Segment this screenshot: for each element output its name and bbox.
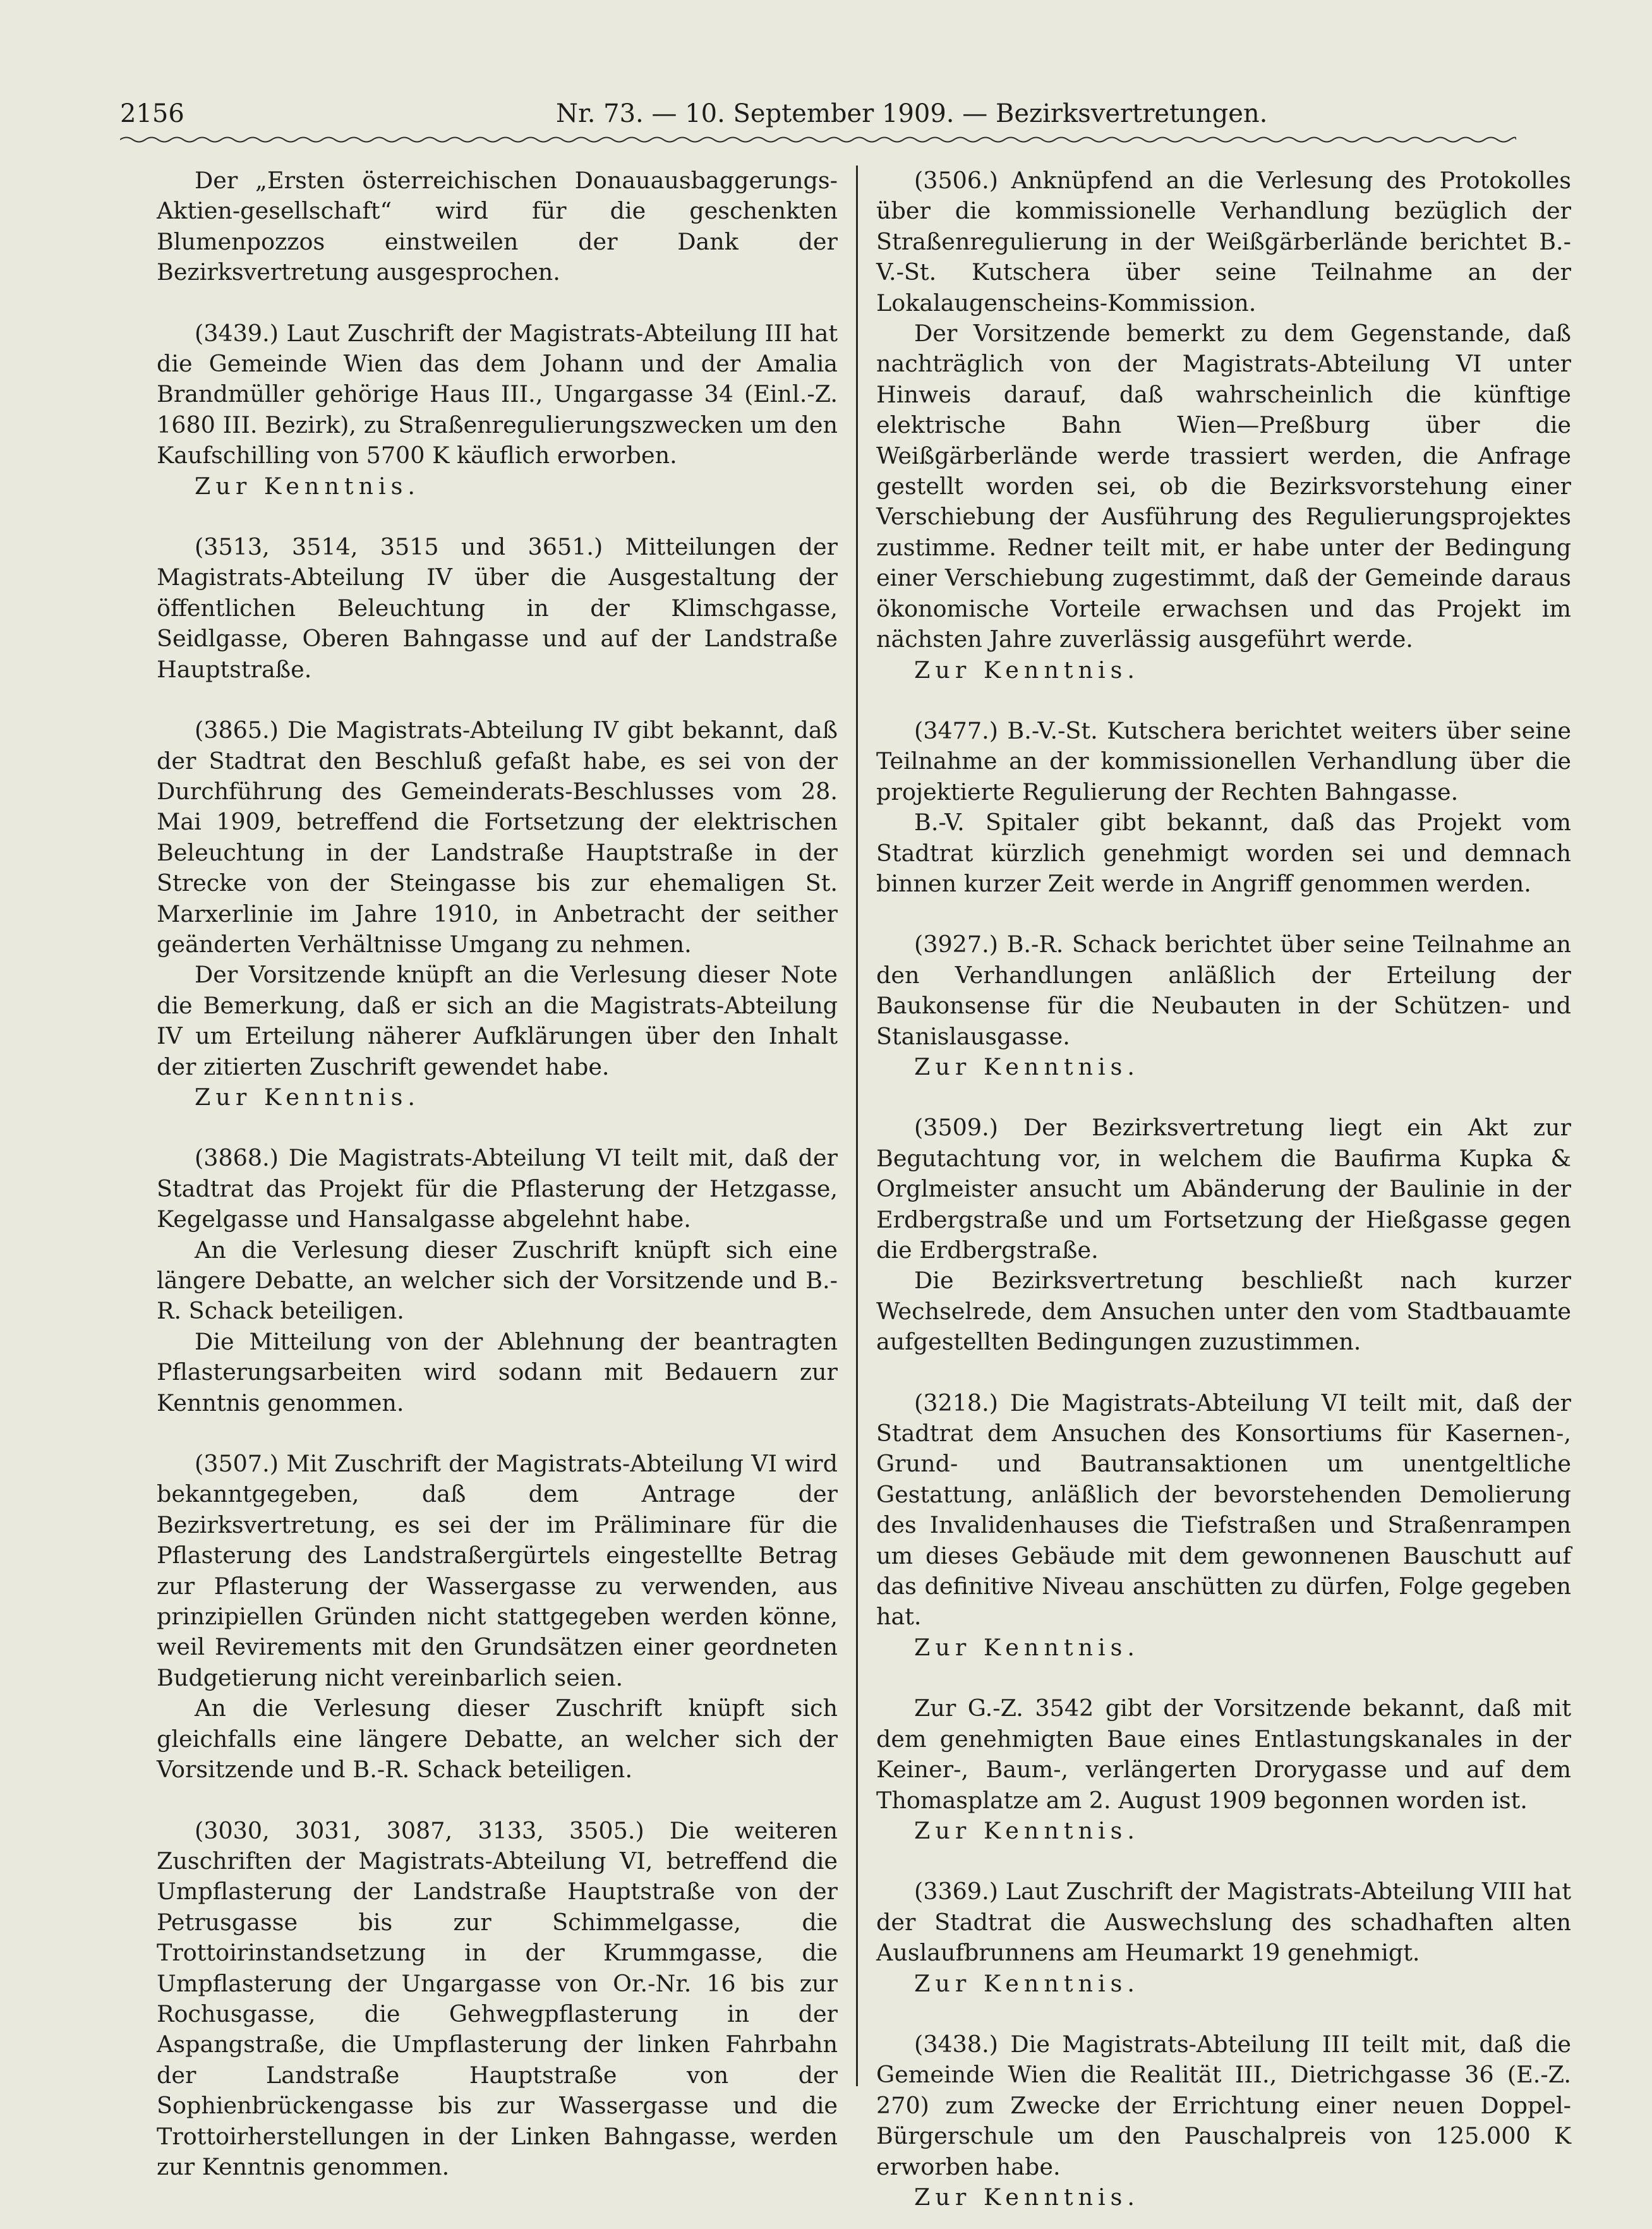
paragraph: (3865.) Die Magistrats-Abteilung IV gibt bekannt, daß der Stadtrat den Beschluß gefaßt habe, es sei von der Durchführung des Gemeinderats-Beschlusses vom 28. Mai 1909, betreffend die Fortsetzung der elektrischen Beleuchtung in der Landstraße Hauptstraße in der Strecke von der Steingasse bis zur ehemaligen St. Marxerlinie im Jahre 1910, in Anbetracht der seither geänderten Verhältnisse Umgang zu nehmen. — [157, 716, 838, 958]
paragraph: (3218.) Die Magistrats-Abteilung VI teilt mit, daß der Stadtrat dem Ansuchen des Konsortiums für Kasernen-, Grund- und Bautransaktionen um unentgeltliche Gestattung, anläßlich der bevorstehenden Demolierung des Invalidenhauses die Tiefstraßen und Straßenrampen um dieses Gebäude mit dem gewonnenen Bauschutt auf das definitive Niveau anschütten zu dürfen, Folge gegeben hat. — [876, 1389, 1571, 1631]
paragraph-zur-kenntnis: Zur Kenntnis. — [914, 1969, 1140, 1997]
paragraph-zur-kenntnis: Zur Kenntnis. — [914, 656, 1140, 684]
paragraph: (3868.) Die Magistrats-Abteilung VI teilt mit, daß der Stadtrat das Projekt für die Pflasterung der Hetzgasse, Kegelgasse und Hansalgasse abgelehnt habe. — [157, 1144, 838, 1233]
paragraph: Zur G.-Z. 3542 gibt der Vorsitzende bekannt, daß mit dem genehmigten Baue eines Entlastungskanales in der Keiner-, Baum-, verlängerten Drorygasse und auf dem Thomasplatze am 2. August 1909 begonnen worden ist. — [876, 1694, 1571, 1814]
paragraph: Die Mitteilung von der Ablehnung der beantragten Pflasterungsarbeiten wird sodann mit Bedauern zur Kenntnis genommen. — [157, 1327, 838, 1417]
paragraph: Der Vorsitzende knüpft an die Verlesung dieser Note die Bemerkung, daß er sich an die Magistrats-Abteilung IV um Erteilung näherer Aufklärungen über den Inhalt der zitierten Zuschrift gewendet habe. — [157, 961, 838, 1080]
paragraph: (3030, 3031, 3087, 3133, 3505.) Die weiteren Zuschriften der Magistrats-Abteilung VI, betreffend die Umpflasterung der Landstraße Hauptstraße von der Petrusgasse bis zur Schimmelgasse, die Trottoirinstandsetzung in der Krummgasse, die Umpflasterung der Ungargasse von Or.-Nr. 16 bis zur Rochusgasse, die Gehwegpflasterung in der Aspangstraße, die Umpflasterung der linken Fahrbahn der Landstraße Hauptstraße von der Sophienbrückengasse bis zur Wassergasse und die Trottoirherstellungen in der Linken Bahngasse, werden zur Kenntnis genommen. — [157, 1816, 838, 2180]
left-column — [157, 166, 838, 2182]
paragraph: (3438.) Die Magistrats-Abteilung III teilt mit, daß die Gemeinde Wien die Realität III., Dietrichgasse 36 (E.-Z. 270) zum Zwecke der Errichtung einer neuen Doppel-Bürgerschule um den Pauschalpreis von 125.000 K erworben habe. — [876, 2030, 1571, 2180]
paragraph-zur-kenntnis: Zur Kenntnis. — [914, 1633, 1140, 1661]
paragraph: (3507.) Mit Zuschrift der Magistrats-Abteilung VI wird bekanntgegeben, daß dem Antrage der Bezirksvertretung, es sei der im Präliminare für die Pflasterung des Landstraßergürtels eingestellte Betrag zur Pflasterung der Wassergasse zu verwenden, aus prinzipiellen Gründen nicht stattgegeben werden könne, weil Revirements mit den Grundsätzen einer geordneten Budgetierung nicht vereinbarlich seien. — [157, 1450, 838, 1691]
paragraph: (3513, 3514, 3515 und 3651.) Mitteilungen der Magistrats-Abteilung IV über die Ausgestaltung der öffentlichen Beleuchtung in der Klimschgasse, Seidlgasse, Oberen Bahngasse und auf der Landstraße Hauptstraße. — [157, 533, 838, 683]
paragraph: Der „Ersten österreichischen Donauausbaggerungs-Aktien-gesellschaft“ wird für die geschenkten Blumenpozzos einstweilen der Dank der Bezirksvertretung ausgesprochen. — [157, 167, 838, 286]
paragraph: (3439.) Laut Zuschrift der Magistrats-Abteilung III hat die Gemeinde Wien das dem Johann und der Amalia Brandmüller gehörige Haus III., Ungargasse 34 (Einl.-Z. 1680 III. Bezirk), zu Straßenregulierungszwecken um den Kaufschilling von 5700 K käuflich erworben. — [157, 319, 838, 469]
paragraph: Der Vorsitzende bemerkt zu dem Gegenstande, daß nachträglich von der Magistrats-Abteilung VI unter Hinweis darauf, daß wahrscheinlich die künftige elektrische Bahn Wien—Preßburg über die Weißgärberlände werde trassiert werden, die Anfrage gestellt worden sei, ob die Bezirksvorstehung einer Verschiebung der Ausführung des Regulierungsprojektes zustimme. Redner teilt mit, er habe unter der Bedingung einer Verschiebung zugestimmt, daß der Gemeinde daraus ökonomische Vorteile erwachsen und das Projekt im nächsten Jahre zuverlässig ausgeführt werde. — [876, 320, 1571, 653]
page-header — [120, 95, 1516, 133]
issue-line: Nr. 73. — 10. September 1909. — Bezirksvertretungen. — [556, 99, 1268, 128]
header-wavy-rule — [120, 135, 1516, 144]
paragraph: An die Verlesung dieser Zuschrift knüpft sich gleichfalls eine längere Debatte, an welcher sich der Vorsitzende und B.-R. Schack beteiligen. — [157, 1694, 838, 1784]
paragraph-zur-kenntnis: Zur Kenntnis. — [914, 1053, 1140, 1080]
paragraph: An die Verlesung dieser Zuschrift knüpft sich eine längere Debatte, an welcher sich der Vorsitzende und B.-R. Schack beteiligen. — [157, 1236, 838, 1325]
right-column — [876, 166, 1571, 2213]
paragraph-zur-kenntnis: Zur Kenntnis. — [195, 1083, 421, 1111]
paragraph: (3369.) Laut Zuschrift der Magistrats-Abteilung VIII hat der Stadtrat die Auswechslung des schadhaften alten Auslaufbrunnens am Heumarkt 19 genehmigt. — [876, 1878, 1571, 1967]
paragraph: (3509.) Der Bezirksvertretung liegt ein Akt zur Begutachtung vor, in welchem die Baufirma Kupka & Orglmeister ansucht um Abänderung der Baulinie in der Erdbergstraße und um Fortsetzung der Hießgasse gegen die Erdbergstraße. — [876, 1114, 1571, 1264]
paragraph-zur-kenntnis: Zur Kenntnis. — [195, 472, 421, 500]
column-divider — [856, 166, 858, 2086]
paragraph: (3477.) B.-V.-St. Kutschera berichtet weiters über seine Teilnahme an der kommissionellen Verhandlung über die projektierte Regulierung der Rechten Bahngasse. — [876, 716, 1571, 806]
paragraph: Die Bezirksvertretung beschließt nach kurzer Wechselrede, dem Ansuchen unter den vom Stadtbauamte aufgestellten Bedingungen zuzustimmen. — [876, 1267, 1571, 1356]
paragraph: B.-V. Spitaler gibt bekannt, daß das Projekt vom Stadtrat kürzlich genehmigt worden sei und demnach binnen kurzer Zeit werde in Angriff genommen werden. — [876, 809, 1571, 897]
paragraph: (3927.) B.-R. Schack berichtet über seine Teilnahme an den Verhandlungen anläßlich der Erteilung der Baukonsense für die Neubauten in der Schützen- und Stanislausgasse. — [876, 931, 1571, 1050]
paragraph: (3506.) Anknüpfend an die Verlesung des Protokolles über die kommissionelle Verhandlung bezüglich der Straßenregulierung in der Weißgärberlände berichtet B.-V.-St. Kutschera über seine Teilnahme an der Lokalaugenscheins-Kommission. — [876, 167, 1571, 317]
paragraph-zur-kenntnis: Zur Kenntnis. — [914, 1816, 1140, 1844]
page-number: 2156 — [120, 99, 184, 128]
paragraph-zur-kenntnis: Zur Kenntnis. — [914, 2183, 1140, 2211]
